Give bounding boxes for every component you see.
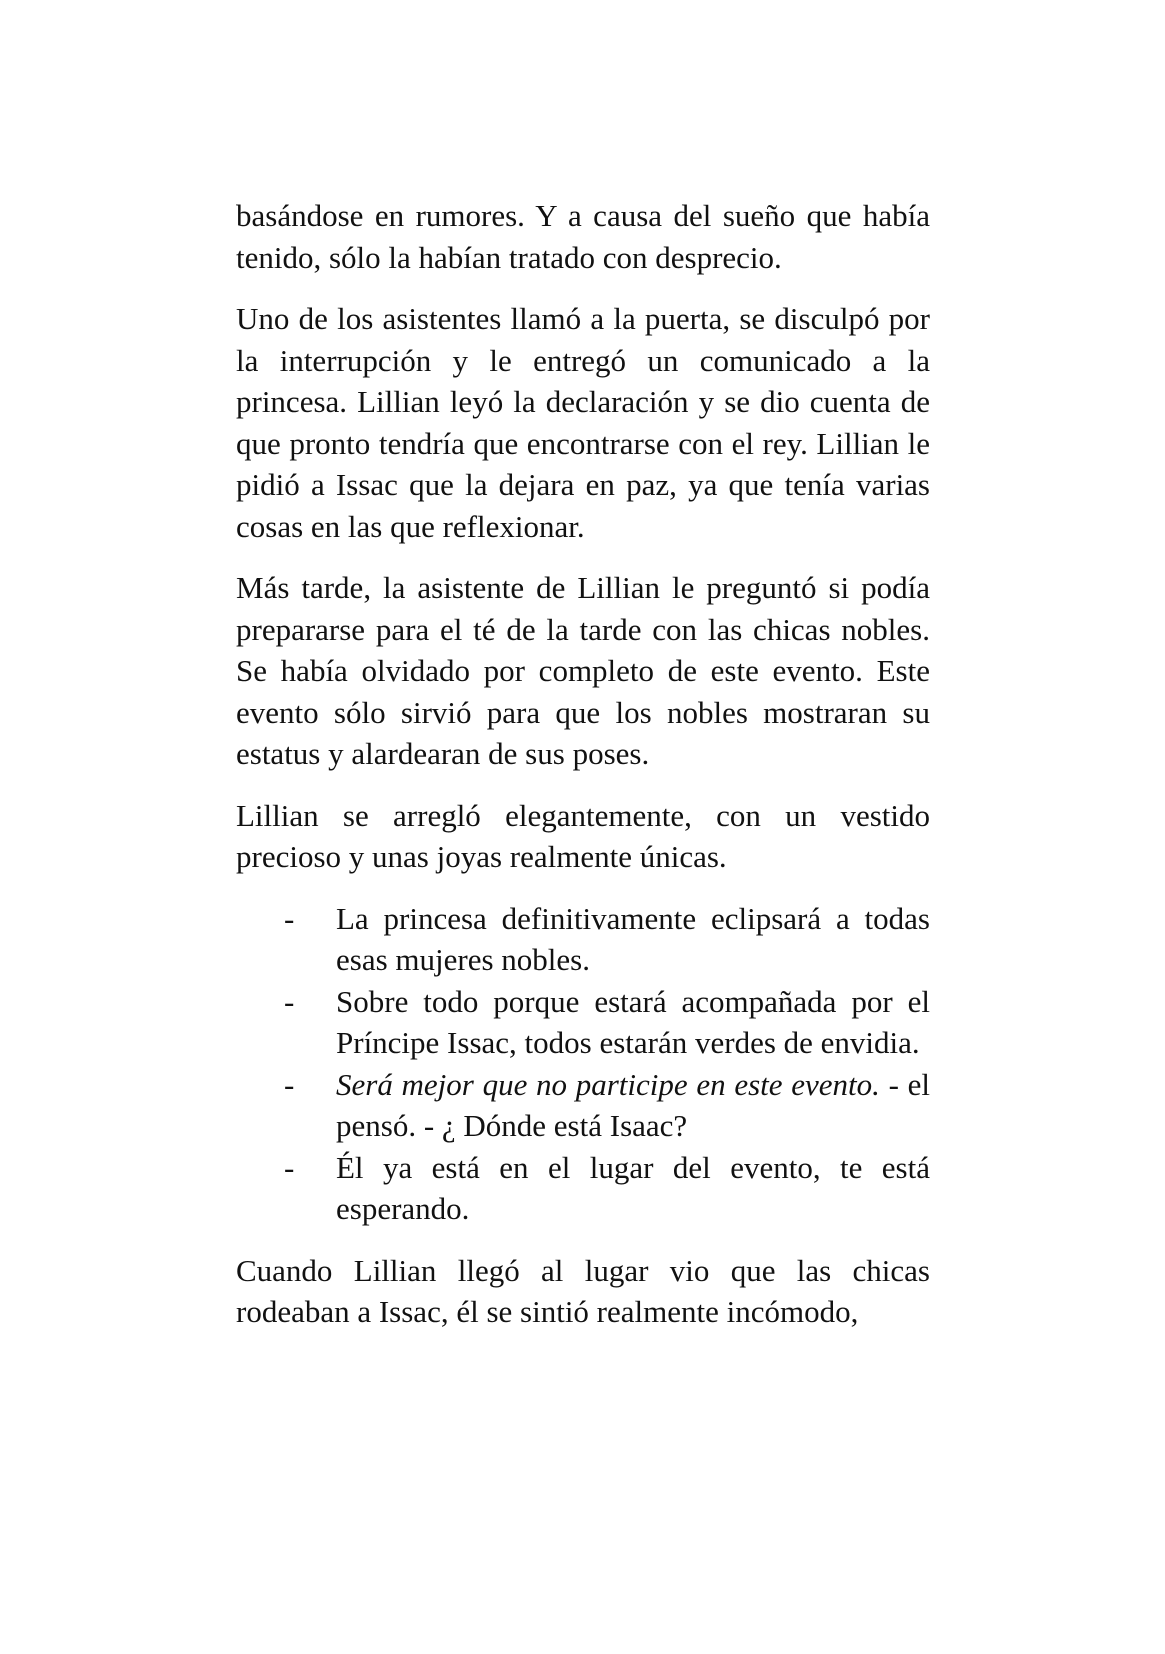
paragraph-3: Más tarde, la asistente de Lillian le preguntó si podía prepararse para el té de la tarde con las chicas nobles. Se había olvidado por completo de este evento. Este evento sólo sirvió para que los nobles mostraran su estatus y alardearan de sus poses. xyxy=(236,570,930,771)
dialogue-text: Él ya está en el lugar del evento, te está esperando. xyxy=(336,1149,930,1226)
dialogue-text: La princesa definitivamente eclipsará a todas esas mujeres nobles. xyxy=(336,900,930,977)
dialogue-dash: - xyxy=(284,900,295,936)
paragraph-1: basándose en rumores. Y a causa del sueño que había tenido, sólo la habían tratado con desprecio. xyxy=(236,198,930,275)
paragraph-4: Lillian se arregló elegantemente, con un vestido precioso y unas joyas realmente únicas. xyxy=(236,797,930,874)
dialogue-italic-thought: Será mejor que no participe en este evento. xyxy=(336,1066,880,1102)
dialogue-line-1 xyxy=(236,898,930,981)
dialogue-text: - el pensó. - ¿ Dónde está Isaac? xyxy=(336,1066,931,1143)
paragraph-5: Cuando Lillian llegó al lugar vio que las chicas rodeaban a Issac, él se sintió realmente incómodo, xyxy=(236,1252,930,1329)
dialogue-line-4 xyxy=(236,1147,930,1230)
dialogue-dash: - xyxy=(284,1066,295,1102)
dialogue-line-3 xyxy=(236,1064,930,1147)
paragraph-2: Uno de los asistentes llamó a la puerta, se disculpó por la interrupción y le entregó un comunicado a la princesa. Lillian leyó la declaración y se dio cuenta de que pronto tendría que encontrarse con el rey. Lillian le pidió a Issac que la dejara en paz, ya que tenía varias cosas en las que reflexionar. xyxy=(236,301,930,544)
dialogue-dash: - xyxy=(284,983,295,1019)
dialogue-line-2 xyxy=(236,981,930,1064)
dialogue-list xyxy=(236,898,930,1230)
dialogue-text: Sobre todo porque estará acompañada por el Príncipe Issac, todos estarán verdes de envidia. xyxy=(336,983,930,1060)
dialogue-dash: - xyxy=(284,1149,295,1185)
page-text xyxy=(236,195,930,1353)
